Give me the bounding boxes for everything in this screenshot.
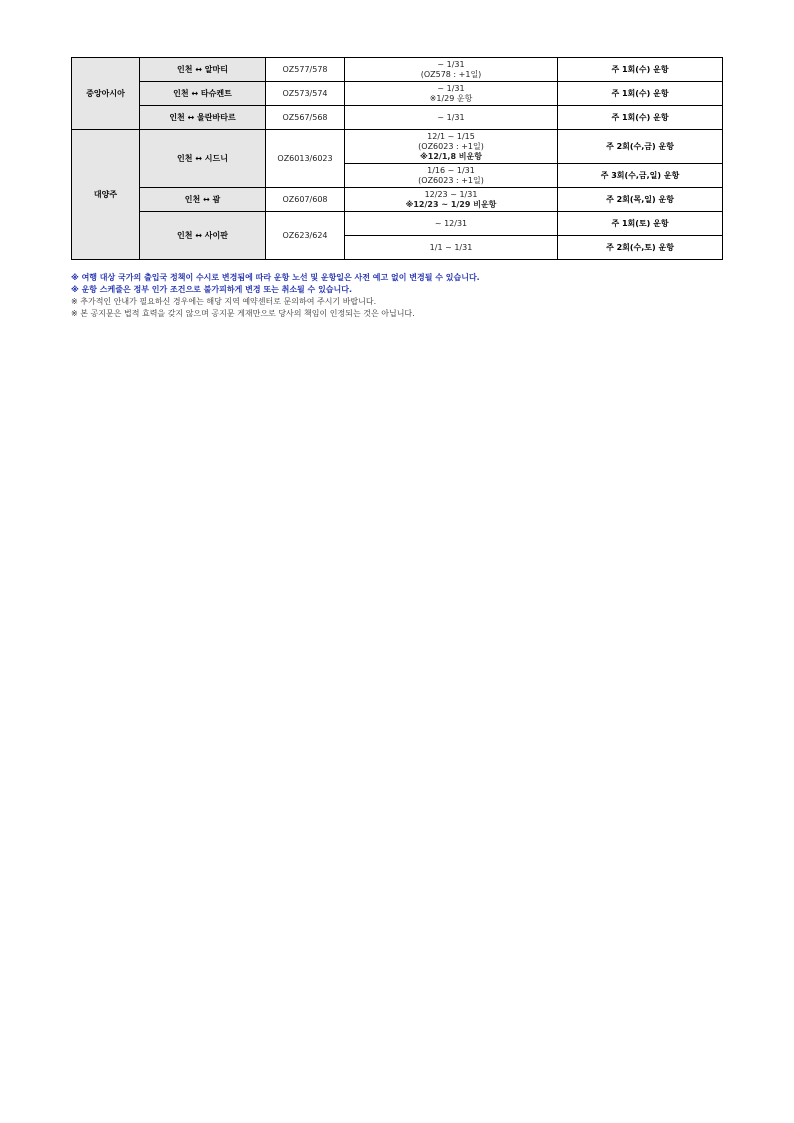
period-line: ~ 1/31 (437, 59, 465, 69)
period-line: 12/23 ~ 1/31 (424, 189, 478, 199)
region-cell: 중앙아시아 (72, 58, 140, 130)
region-cell: 대양주 (72, 130, 140, 260)
table-row (72, 82, 723, 106)
notice-item: ※ 본 공지문은 법적 효력을 갖지 않으며 공지문 게재만으로 당사의 책임이 인정되는 것은 아닙니다. (71, 309, 415, 318)
period-line: 1/1 ~ 1/31 (429, 242, 473, 252)
flight-number-cell: OZ607/608 (266, 188, 345, 212)
period-line: ※12/1,8 비운항 (420, 151, 482, 161)
route-cell: 인천 ↔ 울란바타르 (140, 106, 266, 130)
period-cell (345, 236, 558, 260)
notice-item: ※ 추가적인 안내가 필요하신 경우에는 해당 지역 예약센터로 문의하여 주시기 바랍니다. (71, 297, 377, 306)
period-cell (345, 164, 558, 188)
schedule-body (72, 58, 723, 260)
frequency-cell: 주 2회(목,일) 운항 (558, 188, 723, 212)
notice-list (71, 272, 731, 320)
period-line: 12/1 ~ 1/15 (427, 131, 475, 141)
period-line: (OZ6023 : +1일) (418, 175, 484, 185)
table-row (72, 212, 723, 236)
period-line: ※12/23 ~ 1/29 비운항 (405, 199, 497, 209)
period-cell (345, 212, 558, 236)
period-line: 1/16 ~ 1/31 (427, 165, 475, 175)
period-cell (345, 188, 558, 212)
flight-number-cell: OZ567/568 (266, 106, 345, 130)
notice-item: ※ 여행 대상 국가의 출입국 정책이 수시로 변경됨에 따라 운항 노선 및 운항일은 사전 예고 없이 변경될 수 있습니다. (71, 273, 480, 282)
route-cell: 인천 ↔ 타슈켄트 (140, 82, 266, 106)
frequency-cell: 주 1회(토) 운항 (558, 212, 723, 236)
route-cell: 인천 ↔ 사이판 (140, 212, 266, 260)
period-line: (OZ578 : +1일) (420, 69, 482, 79)
frequency-cell: 주 1회(수) 운항 (558, 106, 723, 130)
period-cell (345, 58, 558, 82)
frequency-cell: 주 3회(수,금,일) 운항 (558, 164, 723, 188)
flight-number-cell: OZ6013/6023 (266, 130, 345, 188)
period-line: ※1/29 운항 (429, 93, 473, 103)
table-row (72, 188, 723, 212)
period-cell (345, 82, 558, 106)
table-row (72, 130, 723, 164)
period-cell (345, 106, 558, 130)
period-line: ~ 1/31 (437, 112, 465, 122)
frequency-cell: 주 2회(수,금) 운항 (558, 130, 723, 164)
frequency-cell: 주 1회(수) 운항 (558, 82, 723, 106)
period-line: ~ 1/31 (437, 83, 465, 93)
notice-item: ※ 운항 스케줄은 정부 인가 조건으로 불가피하게 변경 또는 취소될 수 있습니다. (71, 285, 353, 294)
route-cell: 인천 ↔ 알마티 (140, 58, 266, 82)
frequency-cell: 주 1회(수) 운항 (558, 58, 723, 82)
route-cell: 인천 ↔ 시드니 (140, 130, 266, 188)
frequency-cell: 주 2회(수,토) 운항 (558, 236, 723, 260)
flight-schedule-table (71, 57, 723, 260)
period-cell (345, 130, 558, 164)
period-line: (OZ6023 : +1일) (418, 141, 484, 151)
table-row (72, 58, 723, 82)
period-line: ~ 12/31 (434, 218, 468, 228)
flight-number-cell: OZ577/578 (266, 58, 345, 82)
flight-number-cell: OZ573/574 (266, 82, 345, 106)
table-row (72, 106, 723, 130)
flight-number-cell: OZ623/624 (266, 212, 345, 260)
route-cell: 인천 ↔ 괌 (140, 188, 266, 212)
